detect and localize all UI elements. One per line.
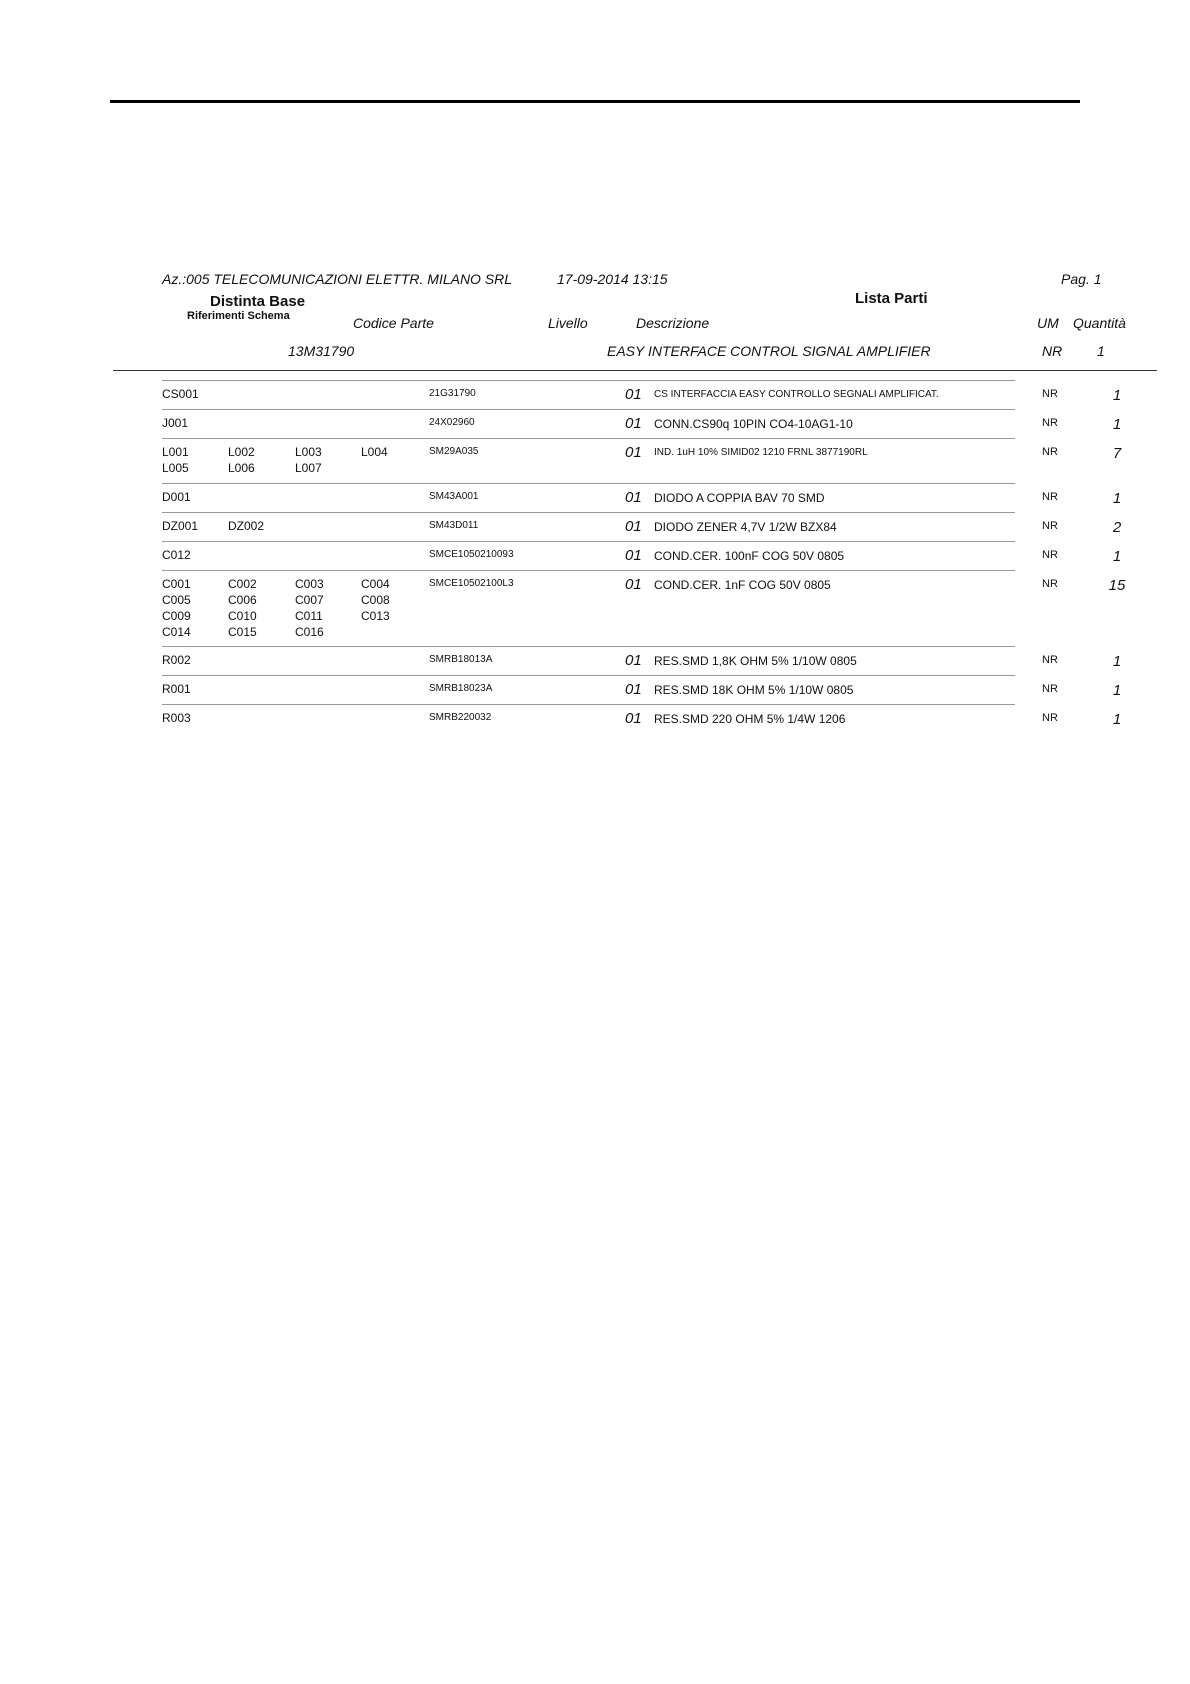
reference-designator: C008	[361, 593, 390, 607]
reference-designator: C006	[228, 593, 257, 607]
quantity: 1	[1112, 490, 1122, 507]
part-description: COND.CER. 1nF COG 50V 0805	[654, 578, 831, 592]
level: 01	[625, 489, 642, 506]
part-code: SMRB18023A	[429, 683, 493, 694]
table-row	[162, 483, 1122, 513]
table-row	[162, 409, 1122, 439]
table-row	[162, 512, 1122, 542]
quantity: 1	[1112, 682, 1122, 699]
reference-designator: CS001	[162, 387, 199, 401]
page-top-rule	[110, 100, 1080, 103]
level: 01	[625, 415, 642, 432]
column-header-descrizione: Descrizione	[636, 315, 710, 331]
table-separator	[113, 370, 1157, 371]
reference-designator: C015	[228, 625, 257, 639]
quantity: 2	[1112, 519, 1122, 536]
part-description: CONN.CS90q 10PIN CO4-10AG1-10	[654, 417, 853, 431]
quantity: 15	[1108, 577, 1126, 594]
unit-of-measure: NR	[1042, 578, 1058, 590]
reference-designator: DZ002	[228, 519, 265, 533]
column-header-livello: Livello	[548, 315, 588, 331]
unit-of-measure: NR	[1042, 520, 1058, 532]
quantity: 1	[1112, 416, 1122, 433]
part-code: SMCE1050210093	[429, 549, 514, 560]
quantity: 1	[1112, 548, 1122, 565]
reference-designator: R001	[162, 682, 191, 696]
table-row	[162, 438, 1122, 484]
reference-designator: L002	[228, 445, 255, 459]
part-code: SMRB18013A	[429, 654, 493, 665]
reference-designator: C005	[162, 593, 191, 607]
part-code: 24X02960	[429, 417, 475, 428]
part-description: RES.SMD 1,8K OHM 5% 1/10W 0805	[654, 654, 857, 668]
page-number: Pag. 1	[1061, 271, 1102, 287]
reference-designator: C003	[295, 577, 324, 591]
quantity: 1	[1112, 711, 1122, 728]
unit-of-measure: NR	[1042, 549, 1058, 561]
reference-designator: C004	[361, 577, 390, 591]
part-description: RES.SMD 18K OHM 5% 1/10W 0805	[654, 683, 854, 697]
table-row	[162, 704, 1122, 734]
part-code: SM29A035	[429, 446, 479, 457]
table-row	[162, 675, 1122, 705]
reference-designator: L007	[295, 461, 322, 475]
reference-designator: DZ001	[162, 519, 199, 533]
assembly-qty: 1	[1097, 343, 1105, 359]
assembly-um: NR	[1042, 343, 1063, 359]
reference-designator: D001	[162, 490, 191, 504]
level: 01	[625, 547, 642, 564]
reference-designator: R003	[162, 711, 191, 725]
reference-designator: L005	[162, 461, 189, 475]
part-description: DIODO ZENER 4,7V 1/2W BZX84	[654, 520, 837, 534]
column-header-um: UM	[1037, 315, 1059, 331]
part-description: RES.SMD 220 OHM 5% 1/4W 1206	[654, 712, 846, 726]
level: 01	[625, 576, 642, 593]
part-code: SM43A001	[429, 491, 479, 502]
unit-of-measure: NR	[1042, 654, 1058, 666]
quantity: 1	[1112, 653, 1122, 670]
reference-designator: C002	[228, 577, 257, 591]
part-code: 21G31790	[429, 388, 476, 399]
part-description: IND. 1uH 10% SIMID02 1210 FRNL 3877190RL	[654, 447, 868, 458]
reference-designator: C009	[162, 609, 191, 623]
part-code: SM43D011	[429, 520, 479, 531]
unit-of-measure: NR	[1042, 712, 1058, 724]
level: 01	[625, 681, 642, 698]
reference-designator: L004	[361, 445, 388, 459]
reference-designator: R002	[162, 653, 191, 667]
reference-designator: C011	[295, 609, 323, 623]
quantity: 1	[1112, 387, 1122, 404]
part-code: SMRB220032	[429, 712, 492, 723]
reference-designator: J001	[162, 416, 189, 430]
reference-designator: L001	[162, 445, 189, 459]
references-header: Riferimenti Schema	[187, 310, 290, 322]
reference-designator: C001	[162, 577, 191, 591]
level: 01	[625, 444, 642, 461]
report-datetime: 17-09-2014 13:15	[557, 271, 668, 287]
reference-designator: C016	[295, 625, 324, 639]
report-subtitle: Lista Parti	[855, 290, 928, 307]
reference-designator: L003	[295, 445, 322, 459]
level: 01	[625, 652, 642, 669]
reference-designator: C007	[295, 593, 324, 607]
reference-designator: C010	[228, 609, 257, 623]
report-title: Distinta Base	[210, 293, 306, 310]
quantity: 7	[1112, 445, 1122, 462]
assembly-code: 13M31790	[288, 343, 355, 359]
unit-of-measure: NR	[1042, 446, 1058, 458]
level: 01	[625, 710, 642, 727]
table-row	[162, 646, 1122, 676]
assembly-description: EASY INTERFACE CONTROL SIGNAL AMPLIFIER	[607, 343, 931, 359]
table-row	[162, 541, 1122, 571]
company-name: Az.:005 TELECOMUNICAZIONI ELETTR. MILANO SRL	[162, 271, 513, 287]
table-row	[162, 570, 1126, 647]
column-header-codice: Codice Parte	[353, 315, 434, 331]
reference-designator: C014	[162, 625, 191, 639]
unit-of-measure: NR	[1042, 683, 1058, 695]
column-header-quantita: Quantità	[1073, 315, 1126, 331]
unit-of-measure: NR	[1042, 417, 1058, 429]
part-code: SMCE10502100L3	[429, 578, 514, 589]
reference-designator: C012	[162, 548, 191, 562]
part-description: DIODO A COPPIA BAV 70 SMD	[654, 491, 825, 505]
part-description: CS INTERFACCIA EASY CONTROLLO SEGNALI AMPLIFICAT.	[654, 389, 939, 400]
reference-designator: L006	[228, 461, 255, 475]
unit-of-measure: NR	[1042, 491, 1058, 503]
table-row	[162, 380, 1122, 410]
unit-of-measure: NR	[1042, 388, 1058, 400]
level: 01	[625, 386, 642, 403]
part-description: COND.CER. 100nF COG 50V 0805	[654, 549, 845, 563]
level: 01	[625, 518, 642, 535]
reference-designator: C013	[361, 609, 390, 623]
